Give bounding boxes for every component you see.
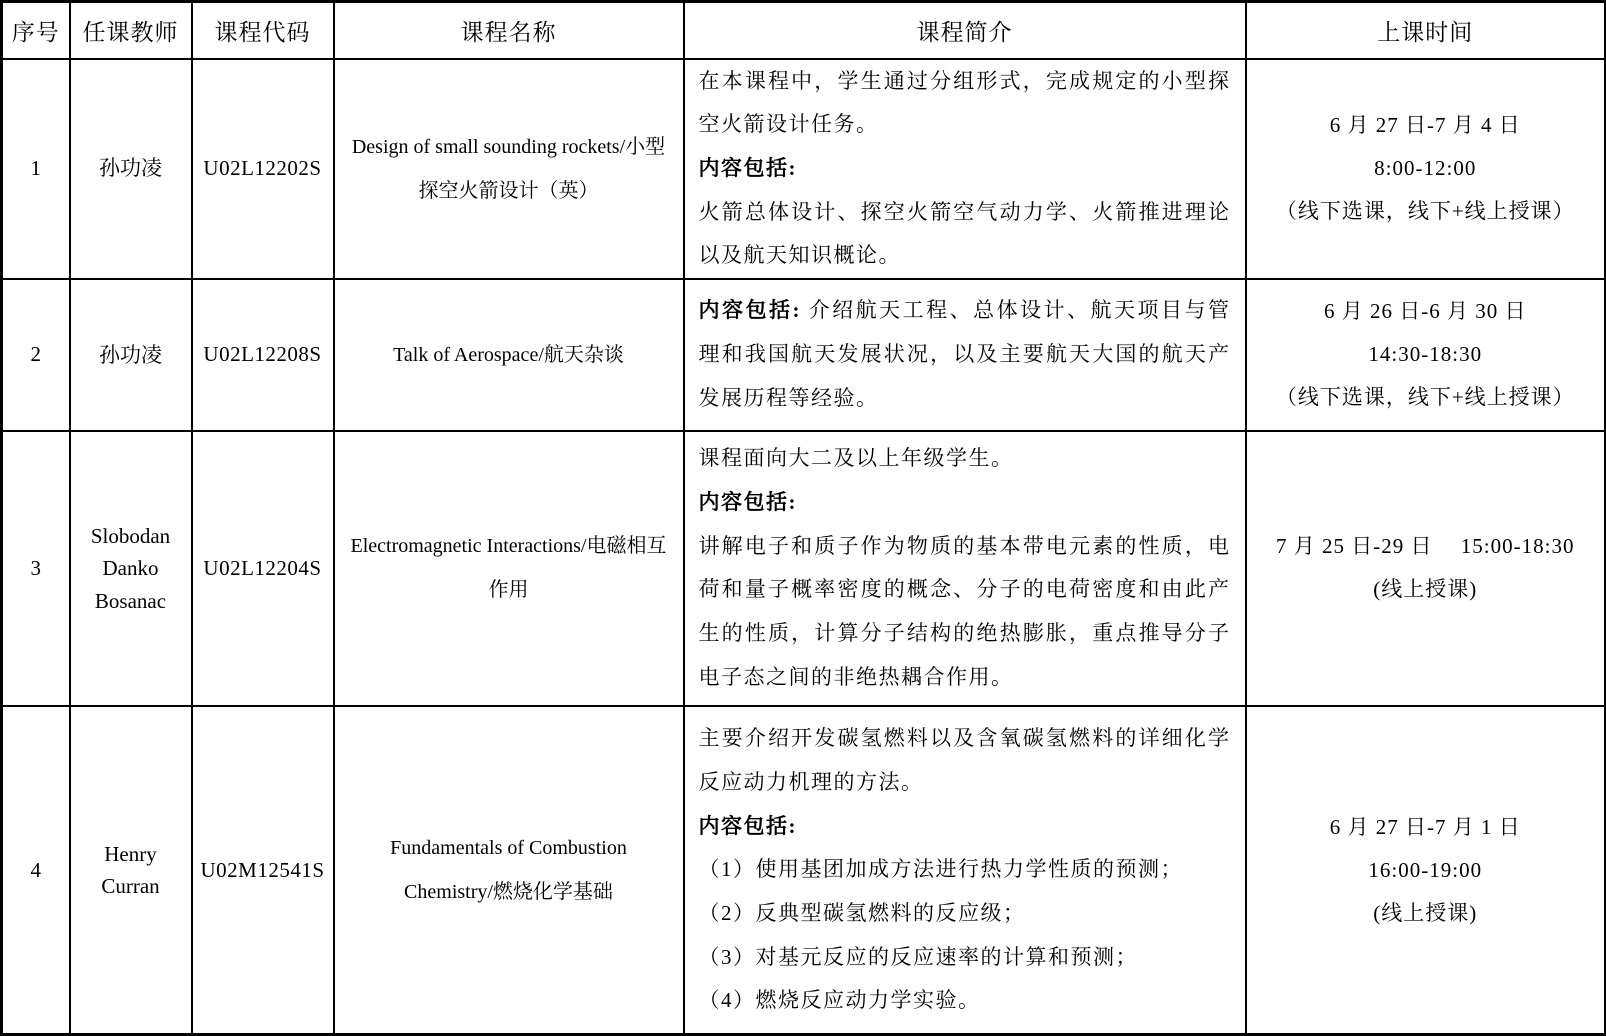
intro-paragraph: 讲解电子和质子作为物质的基本带电元素的性质，电荷和量子概率密度的概念、分子的电荷密度和由此产生的性质，计算分子结构的绝热膨胀，重点推导分子电子态之间的非绝热耦合作用。: [698, 533, 1231, 689]
cell-time: [1246, 279, 1606, 431]
time-line: (线上授课): [1373, 900, 1478, 925]
header-name: 课程名称: [334, 2, 684, 59]
intro-paragraph: 内容包括:: [698, 490, 797, 515]
cell-teacher: Henry Curran: [70, 706, 192, 1035]
time-line: 7 月 25 日-29 日 15:00-18:30: [1276, 534, 1575, 559]
table-row: [2, 431, 1606, 706]
cell-intro: [684, 59, 1246, 279]
time-line: 6 月 26 日-6 月 30 日: [1324, 299, 1527, 324]
time-line: (线上授课): [1373, 577, 1478, 602]
cell-code: U02M12541S: [192, 706, 334, 1035]
intro-paragraph: 火箭总体设计、探空火箭空气动力学、火箭推进理论以及航天知识概论。: [698, 199, 1231, 268]
cell-time: [1246, 59, 1606, 279]
intro-paragraph: 主要介绍开发碳氢燃料以及含氧碳氢燃料的详细化学反应动力机理的方法。: [698, 726, 1231, 794]
cell-code: U02L12202S: [192, 59, 334, 279]
cell-intro: [684, 279, 1246, 431]
table-row: [2, 59, 1606, 279]
cell-time: [1246, 431, 1606, 706]
cell-no: 3: [2, 431, 70, 706]
cell-no: 2: [2, 279, 70, 431]
cell-teacher: Slobodan Danko Bosanac: [70, 431, 192, 706]
cell-code: U02L12204S: [192, 431, 334, 706]
cell-name: Fundamentals of Combustion Chemistry/燃烧化学基础: [334, 706, 684, 1035]
time-line: 6 月 27 日-7 月 4 日: [1329, 113, 1521, 138]
header-time: 上课时间: [1246, 2, 1606, 59]
header-no: 序号: [2, 2, 70, 59]
intro-paragraph: （2）反典型碳氢燃料的反应级；: [698, 900, 1026, 925]
table-row: [2, 279, 1606, 431]
intro-paragraph: （3）对基元反应的反应速率的计算和预测；: [698, 944, 1138, 969]
cell-teacher: 孙功凌: [70, 59, 192, 279]
cell-name: Electromagnetic Interactions/电磁相互作用: [334, 431, 684, 706]
header-teacher: 任课教师: [70, 2, 192, 59]
intro-paragraph: 内容包括:: [698, 155, 797, 180]
intro-paragraph: 在本课程中，学生通过分组形式，完成规定的小型探空火箭设计任务。: [698, 68, 1231, 137]
header-row: [2, 2, 1606, 59]
header-intro: 课程简介: [684, 2, 1246, 59]
cell-intro: [684, 431, 1246, 706]
time-line: 8:00-12:00: [1374, 156, 1477, 181]
header-code: 课程代码: [192, 2, 334, 59]
table-row: [2, 706, 1606, 1035]
time-line: 14:30-18:30: [1368, 342, 1483, 367]
cell-intro: [684, 706, 1246, 1035]
time-line: （线下选课，线下+线上授课）: [1275, 385, 1575, 410]
cell-name: Talk of Aerospace/航天杂谈: [334, 279, 684, 431]
intro-paragraph: （1）使用基团加成方法进行热力学性质的预测；: [698, 857, 1183, 882]
cell-time: [1246, 706, 1606, 1035]
cell-no: 1: [2, 59, 70, 279]
time-line: （线下选课，线下+线上授课）: [1275, 199, 1575, 224]
intro-paragraph: 内容包括: 介绍航天工程、总体设计、航天项目与管理和我国航天发展状况，以及主要航天大国的航天产发展历程等经验。: [698, 298, 1231, 410]
cell-code: U02L12208S: [192, 279, 334, 431]
cell-no: 4: [2, 706, 70, 1035]
cell-teacher: 孙功凌: [70, 279, 192, 431]
intro-paragraph: 内容包括:: [698, 813, 797, 838]
time-line: 6 月 27 日-7 月 1 日: [1329, 814, 1521, 839]
cell-name: Design of small sounding rockets/小型探空火箭设计（英）: [334, 59, 684, 279]
time-line: 16:00-19:00: [1368, 857, 1483, 882]
intro-paragraph: 课程面向大二及以上年级学生。: [698, 446, 1014, 471]
intro-paragraph: （4）燃烧反应动力学实验。: [698, 988, 981, 1013]
